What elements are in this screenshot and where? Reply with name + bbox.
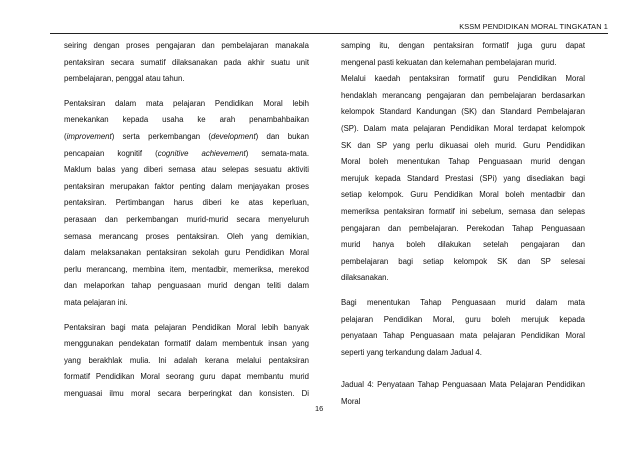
text-line: pembelajaran bagi setiap kelompok SK dan SP selesai — [341, 256, 585, 266]
text-line: Melalui kaedah pentaksiran formatif guru Pendidikan Moral — [341, 74, 585, 84]
running-header: KSSM PENDIDIKAN MORAL TINGKATAN 1 — [459, 22, 608, 31]
text-line: Maklum balas yang diberi semasa atau selepas sesuatu aktiviti — [64, 165, 309, 175]
text-line: SK dan SP yang perlu dikuasai oleh murid. Guru Pendidikan — [341, 140, 585, 150]
text-line: dan melaporkan tahap penguasaan murid dengan teliti dalam — [64, 281, 309, 291]
text-line: menguasai ilmu moral secara berperingkat dan konsisten. Di — [64, 388, 309, 398]
text-line: murid hanya boleh dilakukan setelah pengajaran dan — [341, 240, 585, 250]
text-line: memeriksa pentaksiran formatif ini sebelum, semasa dan selepas — [341, 206, 585, 216]
text-line: seperti yang terkandung dalam Jadual 4. — [341, 347, 482, 357]
text-line: menggunakan pendekatan formatif dalam membentuk insan yang — [64, 339, 309, 349]
text-line: pelajaran Pendidikan Moral, guru boleh merujuk kepada — [341, 314, 585, 324]
text-line: hendaklah merancang pengajaran dan pembelajaran berdasarkan — [341, 90, 585, 100]
text-line: merujuk kepada Standard Prestasi (SPi) yang disediakan bagi — [341, 173, 585, 183]
text-line: pencapaian kognitif (cognitive achievement) semata-mata. — [64, 148, 309, 158]
text-line: perasaan dan perkembangan murid-murid secara menyeluruh — [64, 214, 309, 224]
text-line: dalam melaksanakan pentaksiran sekolah guru Pendidikan Moral — [64, 248, 309, 258]
page-number: 16 — [315, 404, 324, 413]
text-line: Bagi menentukan Tahap Penguasaan murid dalam mata — [341, 297, 585, 307]
text-line: menekankan kepada usaha ke arah penambahbaikan — [64, 115, 309, 125]
text-line: pengajaran dan pembelajaran. Perekodan Tahap Penguasaan — [341, 223, 585, 233]
text-line: Pentaksiran dalam mata pelajaran Pendidikan Moral lebih — [64, 98, 309, 108]
text-line: samping itu, dengan pentaksiran formatif juga guru dapat — [341, 41, 585, 50]
text-line: (SP). Dalam mata pelajaran Pendidikan Moral terdapat kelompok — [341, 123, 585, 133]
table-caption: Moral — [341, 396, 361, 406]
text-line: penyataan Tahap Penguasaan mata pelajaran Pendidikan Moral — [341, 331, 585, 341]
text-line: pembelajaran, penggal atau tahun. — [64, 74, 185, 84]
text-line: Pentaksiran bagi mata pelajaran Pendidikan Moral lebih banyak — [64, 322, 309, 332]
text-line: (improvement) serta perkembangan (development) dan bukan — [64, 131, 309, 141]
text-line: setiap kelompok. Guru Pendidikan Moral boleh mentadbir dan — [341, 190, 585, 200]
text-line: seiring dengan proses pengajaran dan pembelajaran manakala — [64, 41, 309, 50]
text-line: pentaksiran merupakan faktor penting dalam menjayakan proses — [64, 181, 309, 191]
text-line: pentaksiran. Pertimbangan harus diberi ke atas keperluan, — [64, 198, 309, 208]
text-line: pentaksiran secara sumatif dilaksanakan pada akhir suatu unit — [64, 57, 309, 67]
text-line: formatif Pendidikan Moral seorang guru dapat membantu murid — [64, 372, 309, 382]
text-line: kelompok Standard Kandungan (SK) dan Standard Pembelajaran — [341, 107, 585, 117]
table-caption: Jadual 4: Penyataan Tahap Penguasaan Mata Pelajaran Pendidikan — [341, 380, 585, 390]
left-column — [64, 38, 309, 402]
text-line: semasa merancang proses pentaksiran. Oleh yang demikian, — [64, 231, 309, 241]
header-rule — [50, 33, 608, 34]
text-line: yang berakhlak mulia. Ini adalah kerana melalui pentaksiran — [64, 355, 309, 365]
text-line: Moral boleh menentukan Tahap Penguasaan murid dengan — [341, 157, 585, 167]
text-line: perlu merancang, membina item, mentadbir, memeriksa, merekod — [64, 264, 309, 274]
text-line: mengenal pasti kekuatan dan kelemahan pembelajaran murid. — [341, 57, 557, 67]
text-line: mata pelajaran ini. — [64, 297, 128, 307]
right-column — [341, 38, 585, 410]
text-line: dilaksanakan. — [341, 273, 389, 283]
